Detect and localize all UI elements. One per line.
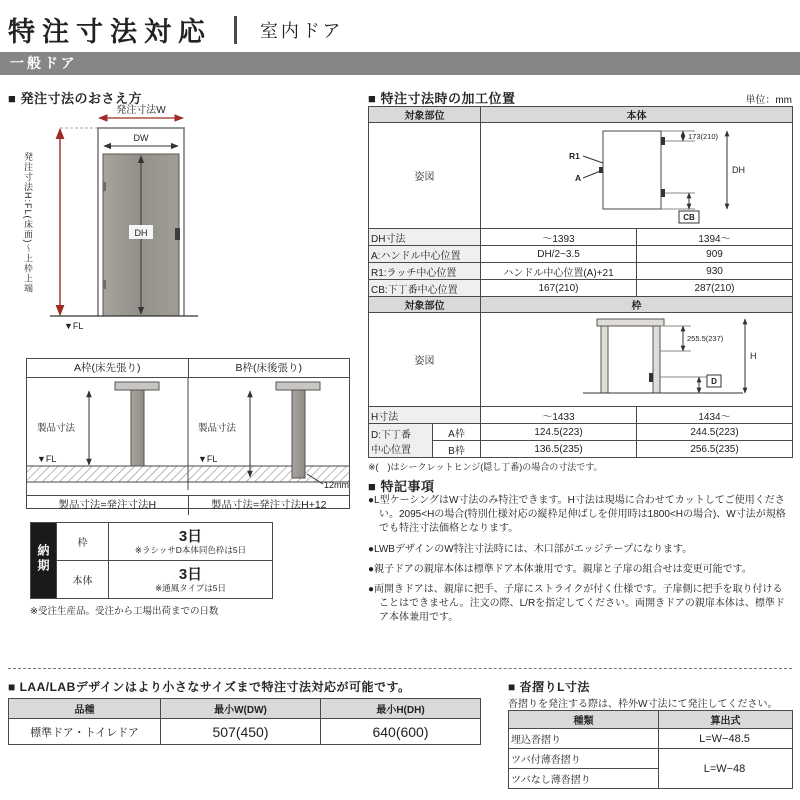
section-divider	[8, 668, 792, 669]
delivery-footnote: ※受注生産品。受注から工場出荷までの日数	[30, 606, 219, 617]
d-label-line1: D:下丁番	[371, 429, 411, 441]
order-section-heading: ■ 発注寸法のおさえ方	[8, 91, 142, 106]
delivery-days: 3日	[178, 566, 203, 583]
laa-heading: ■ LAA/LABデザインはより小さなサイズまで特注寸法対応が可能です。	[8, 680, 411, 694]
row-value: ハンドル中心位置(A)+21	[481, 263, 637, 280]
b-fl-label: ▼FL	[198, 454, 218, 464]
figure-row	[369, 313, 793, 407]
row-value: 256.5(235)	[637, 441, 793, 458]
delivery-label-cell	[31, 523, 57, 599]
b-formula: 製品寸法=発注寸法H+12	[210, 499, 327, 511]
sub-label: B枠	[433, 441, 481, 458]
top-dim-label: 173(210)	[688, 132, 719, 141]
kutsuzuri-formula: L=W−48.5	[659, 729, 793, 749]
table-header-row	[9, 699, 481, 719]
row-value: 909	[637, 246, 793, 263]
frame-head	[597, 319, 664, 326]
col-header: 品種	[9, 699, 161, 719]
dw-label: DW	[133, 133, 149, 143]
min-h-value: 640(600)	[321, 719, 481, 745]
col-part-header: 対象部位	[369, 297, 481, 313]
note-item: ●L型ケーシングはW寸法のみ特注できます。H寸法は現場に合わせてカットしてご使用ください。2095<Hの場合(特別仕様対応の縦枠足伸ばしを併用時は1800<Hの場合)、W寸法が規格でも特注寸法価格となります。	[368, 495, 786, 535]
row-value: 244.5(223)	[637, 424, 793, 441]
hinge-mark-bottom	[103, 280, 106, 289]
hinge-mark	[649, 373, 653, 382]
figure-cell	[481, 313, 793, 407]
door-outline	[603, 131, 661, 209]
page-header	[8, 10, 792, 48]
row-label: R1:ラッチ中心位置	[369, 263, 481, 280]
a-label: A	[575, 173, 582, 183]
a-door-section	[131, 390, 144, 466]
frame-compare-block	[26, 358, 350, 509]
figure-label: 姿図	[369, 123, 481, 229]
row-label: H寸法	[369, 407, 481, 424]
note-item: ●両開きドアは、親扉に把手、子扉にストライクが付く仕様です。子扉側に把手を取り付けることはできません。注文の際、L/Rを指定してください。両開きドアの親扉本体は、標準ドア本体兼用です。	[368, 583, 785, 624]
r1-leader	[583, 156, 603, 163]
table-row	[369, 246, 793, 263]
kutsuzuri-table	[508, 710, 793, 789]
row-label: CB:下丁番中心位置	[369, 280, 481, 297]
col-header: 最小H(DH)	[321, 699, 481, 719]
d-label-line2: 中心位置	[371, 444, 411, 456]
frame-right-jamb	[653, 326, 660, 393]
figure-cell	[481, 123, 793, 229]
product-type: 標準ドア・トイレドア	[9, 719, 161, 745]
notes-heading: ■ 特記事項	[368, 479, 435, 494]
d-row-label	[369, 424, 433, 458]
frame-left-jamb	[601, 326, 608, 393]
notes-list	[368, 494, 792, 632]
row-value: 124.5(223)	[481, 424, 637, 441]
body-machining-block	[368, 106, 793, 297]
delivery-row-frame	[31, 523, 273, 561]
row-value: 167(210)	[481, 280, 637, 297]
kutsuzuri-type: ツバ付薄沓摺り	[509, 749, 659, 769]
page-subtitle: 室内ドア	[259, 20, 344, 41]
cb-label: CB	[683, 213, 695, 222]
row-value: 136.5(235)	[481, 441, 637, 458]
row-value: 〜1393	[481, 229, 637, 246]
delivery-label: 納期	[36, 544, 50, 574]
a-product-dim-label: 製品寸法	[37, 423, 76, 434]
order-w-label: 発注寸法W	[116, 105, 166, 116]
frame-compare-diagram	[27, 378, 349, 490]
table-row	[509, 749, 793, 769]
delivery-part: 枠	[57, 523, 109, 561]
row-value: DH/2−3.5	[481, 246, 637, 263]
delivery-value-cell	[109, 523, 273, 561]
row-value: 287(210)	[637, 280, 793, 297]
table-row	[369, 407, 793, 424]
table-row	[509, 729, 793, 749]
row-value: 1394〜	[637, 229, 793, 246]
a-formula: 製品寸法=発注寸法H	[27, 496, 189, 515]
table-header-row	[369, 297, 793, 313]
a-frame-title: A枠(床先張り)	[27, 359, 189, 377]
unit-label: 単位：mm	[745, 95, 792, 106]
secret-hinge-note: ※( )はシークレットヒンジ(隠し丁番)の場合の寸法です。	[368, 462, 603, 472]
col-header: 種類	[509, 711, 659, 729]
table-header-row	[509, 711, 793, 729]
door-order-diagram-wrap	[8, 104, 358, 346]
table-row	[369, 229, 793, 246]
col-target-header: 本体	[481, 107, 793, 123]
dh-label: DH	[732, 165, 745, 175]
row-label: DH寸法	[369, 229, 481, 246]
table-row	[9, 719, 481, 745]
row-value: 930	[637, 263, 793, 280]
frame-machining-block	[368, 296, 793, 473]
hinge-top-mark	[661, 137, 665, 145]
table-row	[369, 263, 793, 280]
note-item: ●親子ドアの親扉本体は標準ドア本体兼用です。親扉と子扉の組合せは変更可能です。	[368, 563, 752, 575]
door-handle-mark	[175, 228, 180, 240]
figure-label: 姿図	[369, 313, 481, 407]
kutsuzuri-heading: ■ 沓摺りL寸法	[508, 680, 590, 694]
kutsuzuri-note: 沓摺りを発注する際は、枠外W寸法にて発注してください。	[508, 699, 778, 710]
fl-label: ▼FL	[64, 321, 84, 331]
a-fl-label: ▼FL	[37, 454, 57, 464]
row-label: A:ハンドル中心位置	[369, 246, 481, 263]
top-dim-label: 255.5(237)	[687, 334, 724, 343]
b-door-section	[292, 390, 305, 478]
frame-compare-header	[27, 359, 349, 378]
delivery-part: 本体	[57, 561, 109, 599]
kutsuzuri-formula: L=W−48	[659, 749, 793, 789]
delivery-table	[30, 522, 273, 599]
b-head-jamb	[276, 382, 320, 390]
row-value: 1434〜	[637, 407, 793, 424]
figure-row	[369, 123, 793, 229]
table-header-row	[369, 107, 793, 123]
machining-heading: ■ 特注寸法時の加工位置	[368, 91, 516, 106]
note-item: ●LWBデザインのW特注寸法時には、木口部がエッジテープになります。	[368, 543, 693, 555]
a-leader	[583, 170, 603, 178]
min-w-value: 507(450)	[161, 719, 321, 745]
table-row	[369, 441, 793, 458]
delivery-days: 3日	[178, 528, 203, 545]
laa-table	[8, 698, 481, 745]
kutsuzuri-type: ツバなし薄沓摺り	[509, 769, 659, 789]
header-divider	[234, 16, 237, 44]
frame-machining-table	[368, 296, 793, 458]
formula-row	[27, 495, 349, 515]
kutsuzuri-type: 埋込沓摺り	[509, 729, 659, 749]
b-frame-title: B枠(床後張り)	[235, 362, 302, 374]
h-label: H	[750, 351, 757, 361]
page-title: 特注寸法対応	[8, 17, 212, 47]
category-band: 一般ドア	[0, 52, 800, 75]
body-machining-diagram	[483, 123, 793, 225]
delivery-note: ※通風タイプは5日	[155, 583, 226, 593]
row-value: 〜1433	[481, 407, 637, 424]
a-head-jamb	[115, 382, 159, 390]
frame-machining-diagram	[483, 313, 793, 403]
gap-label: 12mm	[324, 480, 349, 490]
b-product-dim-label: 製品寸法	[198, 423, 237, 434]
col-part-header: 対象部位	[369, 107, 481, 123]
sub-label: A枠	[433, 424, 481, 441]
col-header: 算出式	[659, 711, 793, 729]
col-target-header: 枠	[481, 297, 793, 313]
body-machining-table	[368, 106, 793, 297]
delivery-value-cell	[109, 561, 273, 599]
table-row	[369, 424, 793, 441]
col-header: 最小W(DW)	[161, 699, 321, 719]
delivery-row-body	[31, 561, 273, 599]
dh-label: DH	[134, 228, 148, 238]
door-order-diagram	[8, 104, 358, 344]
delivery-note: ※ラシッサD本体同色枠は5日	[134, 545, 247, 555]
r1-label: R1	[569, 151, 580, 161]
table-row	[369, 280, 793, 297]
hinge-mark-top	[103, 182, 106, 191]
order-h-label: 発注寸法H:FL(床面)〜上枠上端	[23, 152, 33, 294]
d-label: D	[711, 377, 717, 386]
hinge-bottom-mark	[661, 189, 665, 197]
delivery-block	[30, 522, 273, 617]
